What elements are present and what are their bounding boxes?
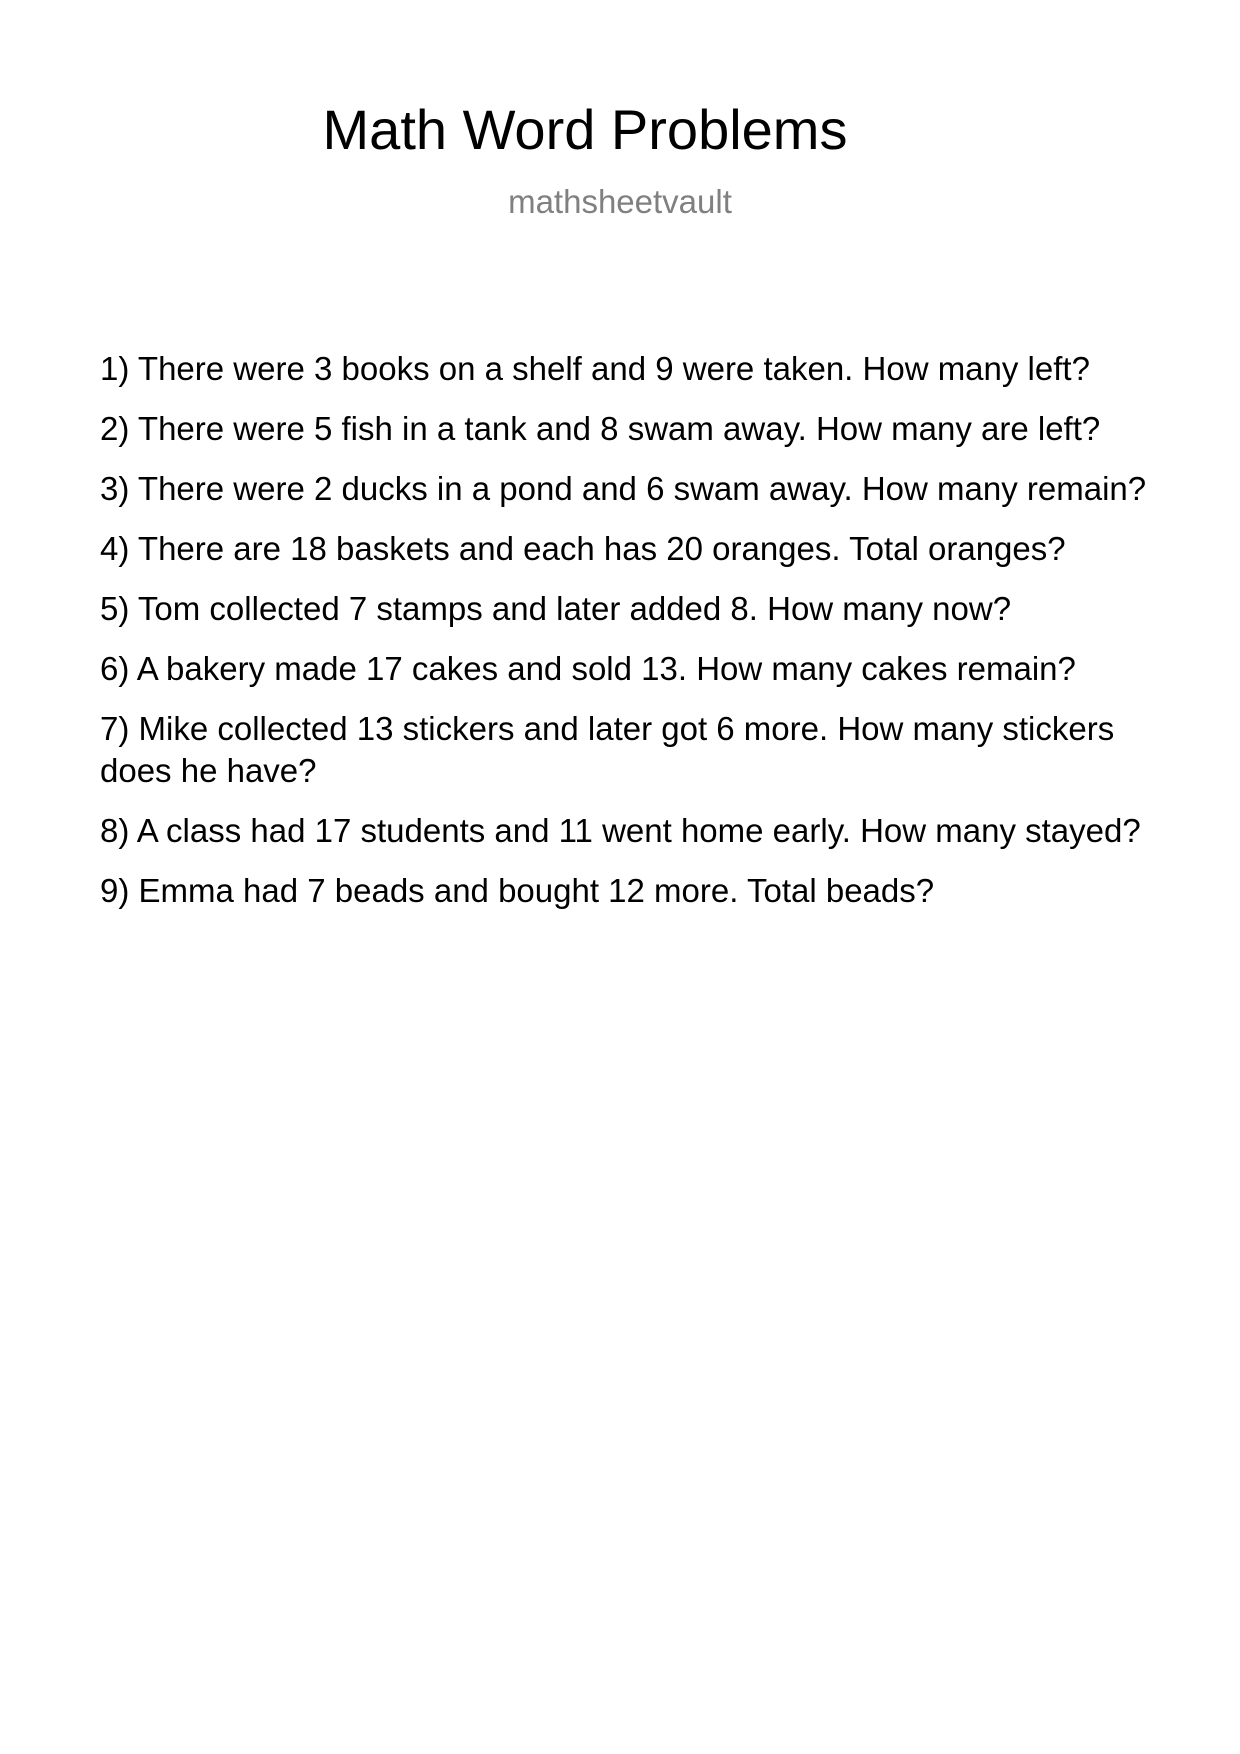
problem-1: 1) There were 3 books on a shelf and 9 were taken. How many left? — [100, 350, 1090, 387]
problem-5: 5) Tom collected 7 stamps and later added 8. How many now? — [100, 590, 1012, 627]
problem-6: 6) A bakery made 17 cakes and sold 13. How many cakes remain? — [100, 650, 1076, 687]
problem-2: 2) There were 5 fish in a tank and 8 swam away. How many are left? — [100, 410, 1101, 447]
problem-7: 7) Mike collected 13 stickers and later got 6 more. How many stickers does he have? — [100, 710, 1115, 789]
problem-9: 9) Emma had 7 beads and bought 12 more. Total beads? — [100, 872, 935, 909]
page-title: Math Word Problems — [322, 98, 848, 161]
problem-4: 4) There are 18 baskets and each has 20 oranges. Total oranges? — [100, 530, 1066, 567]
problem-8: 8) A class had 17 students and 11 went home early. How many stayed? — [100, 812, 1141, 849]
problem-3: 3) There were 2 ducks in a pond and 6 swam away. How many remain? — [100, 470, 1147, 507]
page-subtitle: mathsheetvault — [508, 183, 732, 220]
problem-list — [100, 348, 1160, 930]
